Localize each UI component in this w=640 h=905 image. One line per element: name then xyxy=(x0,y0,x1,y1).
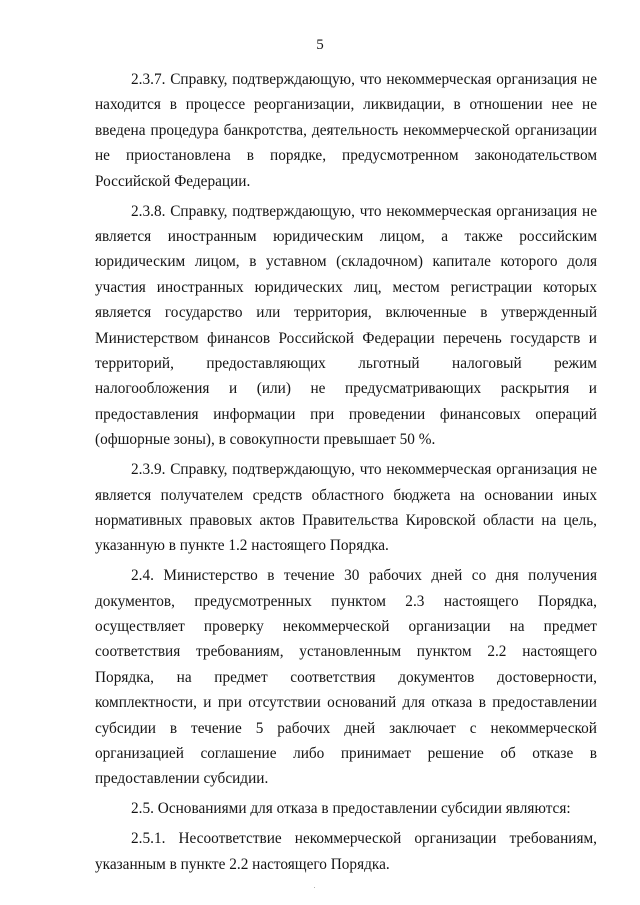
paragraph-2-3-7: 2.3.7. Справку, подтверждающую, что некоммерческая организация не находится в процессе реорганизации, ликвидации, в отношении нее не введена процедура банкротства, деятельность некоммерческой организации не приостановлена в порядке, предусмотренном законодательством Российской Федерации. xyxy=(95,71,597,190)
paragraph-2-3-8: 2.3.8. Справку, подтверждающую, что некоммерческая организация не является иностранным юридическим лицом, а также российским юридическим лицом, в уставном (складочном) капитале которого доля участия иностранных юридических лиц, местом регистрации которых является государство или территория, включенные в утвержденный Министерством финансов Российской Федерации перечень государств и территорий, предоставляющих льготный налоговый режим налогообложения и (или) не предусматривающих раскрытия и предоставления информации при проведении финансовых операций (офшорные зоны), в совокупности превышает 50 %. xyxy=(95,202,597,449)
paragraph-2-3-9: 2.3.9. Справку, подтверждающую, что некоммерческая организация не является получателем средств областного бюджета на основании иных нормативных правовых актов Правительства Кировской области на цель, указанную в пункте 1.2 настоящего Порядка. xyxy=(95,461,597,555)
page-number: 5 xyxy=(316,37,324,53)
paragraph-2-5-1: 2.5.1. Несоответствие некоммерческой организации требованиям, указанным в пункте 2.2 настоящего Порядка. xyxy=(95,830,597,873)
scan-speck xyxy=(314,887,315,888)
document-body xyxy=(95,67,597,877)
paragraph-2-5: 2.5. Основаниями для отказа в предоставлении субсидии являются: xyxy=(131,800,571,818)
paragraph-2-4: 2.4. Министерство в течение 30 рабочих дней со дня получения документов, предусмотренных пунктом 2.3 настоящего Порядка, осуществляет проверку некоммерческой организации на предмет соответствия требованиям, установленным пунктом 2.2 настоящего Порядка, на предмет соответствия документов достоверности, комплектности, и при отсутствии оснований для отказа в предоставлении субсидии в течение 5 рабочих дней заключает с некоммерческой организацией соглашение либо принимает решение об отказе в предоставлении субсидии. xyxy=(95,567,597,788)
